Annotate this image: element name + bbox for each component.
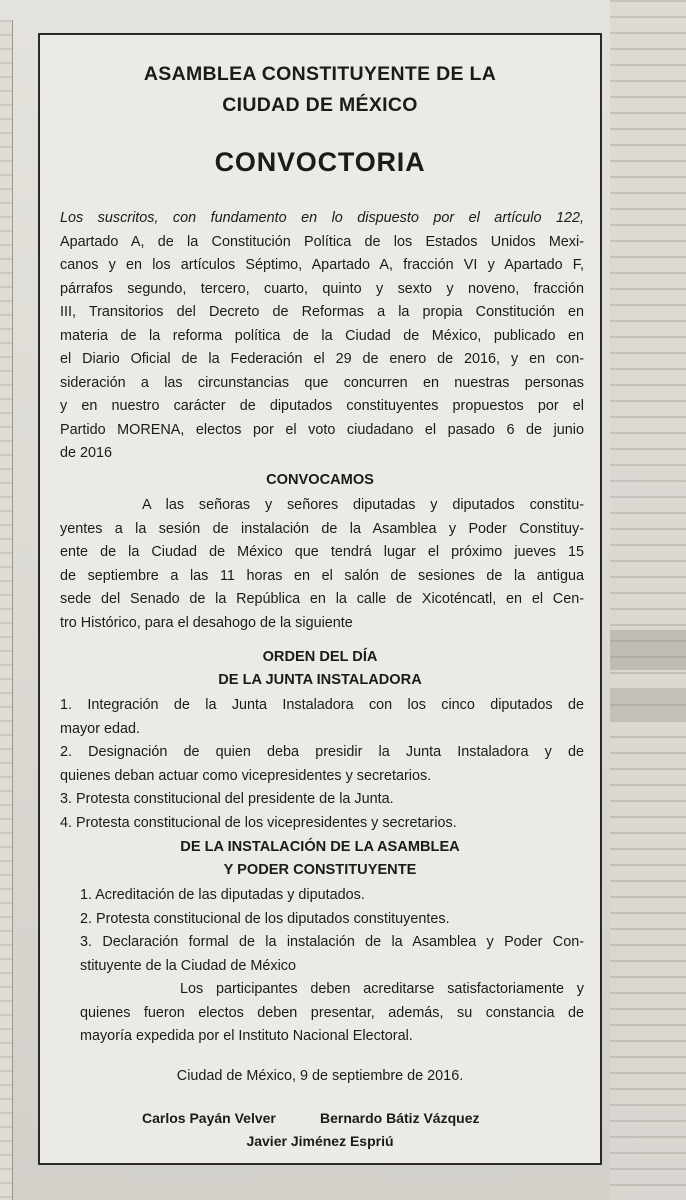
orden-item-line: quienes deban actuar como vicepresidentes y secretarios. bbox=[60, 767, 432, 784]
orden-heading-2: DE LA JUNTA INSTALADORA bbox=[218, 672, 422, 688]
convocamos-line: de septiembre a las 11 horas en el salón de sesiones de la antigua bbox=[60, 567, 584, 584]
intro-line: Apartado A, de la Constitución Política de los Estados Unidos Mexi- bbox=[60, 233, 584, 250]
intro-paragraph bbox=[60, 207, 584, 466]
place-date: Ciudad de México, 9 de septiembre de 2016. bbox=[176, 1068, 464, 1084]
notice-title: CONVOCTORIA bbox=[214, 147, 426, 177]
adjacent-column-right bbox=[610, 0, 686, 1200]
signer-2: Bernardo Bátiz Vázquez bbox=[320, 1110, 480, 1126]
orden-item-line: mayor edad. bbox=[60, 720, 140, 737]
intro-line: Partido MORENA, electos por el voto ciudadano el pasado 6 de junio bbox=[60, 421, 584, 438]
instalacion-item-line: 2. Protesta constitucional de los diputados constituyentes. bbox=[80, 910, 450, 927]
orden-item-line: 2. Designación de quien deba presidir la Junta Instaladora y de bbox=[60, 744, 584, 760]
convocamos-line: A las señoras y señores diputadas y diputados constitu- bbox=[142, 497, 584, 513]
closing-line: quienes fueron electos deben presentar, además, su constancia de bbox=[80, 1004, 584, 1021]
instalacion-heading-1: DE LA INSTALACIÓN DE LA ASAMBLEA bbox=[180, 839, 460, 855]
convocamos-line: yentes a la sesión de instalación de la Asamblea y Poder Constituy- bbox=[60, 520, 584, 537]
convocamos-line: tro Histórico, para el desahogo de la siguiente bbox=[60, 614, 353, 631]
instalacion-list bbox=[80, 884, 584, 978]
closing-line: Los participantes deben acreditarse satisfactoriamente y bbox=[180, 981, 584, 997]
intro-line: el Diario Oficial de la Federación el 29 de enero de 2016, y en con- bbox=[60, 351, 584, 367]
closing-line: mayoría expedida por el Instituto Nacional Electoral. bbox=[80, 1028, 413, 1044]
adjacent-headline-block bbox=[610, 630, 686, 670]
instalacion-item-line: stituyente de la Ciudad de México bbox=[80, 957, 296, 974]
adjacent-headline-block bbox=[610, 690, 686, 720]
intro-line: Los suscritos, con fundamento en lo dispuesto por el artículo 122, bbox=[60, 210, 584, 226]
intro-line: canos y en los artículos Séptimo, Apartado A, fracción VI y Apartado F, bbox=[60, 257, 584, 273]
instalacion-item-line: 3. Declaración formal de la instalación de la Asamblea y Poder Con- bbox=[80, 934, 584, 950]
intro-line: sideración a las circunstancias que concurren en nuestras personas bbox=[60, 374, 584, 391]
intro-line: de 2016 bbox=[60, 445, 113, 461]
intro-line: y en nuestro carácter de diputados constituyentes propuestos por el bbox=[60, 398, 584, 414]
instalacion-heading-2: Y PODER CONSTITUYENTE bbox=[223, 862, 417, 878]
intro-line: III, Transitorios del Decreto de Reformas a la propia Constitución en bbox=[60, 304, 584, 320]
convocamos-line: ente de la Ciudad de México que tendrá lugar el próximo jueves 15 bbox=[60, 544, 584, 560]
convocamos-line: sede del Senado de la República en la calle de Xicoténcatl, en el Cen- bbox=[60, 591, 584, 607]
orden-item-line: 4. Protesta constitucional de los vicepresidentes y secretarios. bbox=[60, 814, 457, 831]
orden-list bbox=[60, 694, 584, 835]
convocamos-paragraph bbox=[60, 494, 584, 635]
signer-3: Javier Jiménez Espriú bbox=[246, 1133, 394, 1149]
org-line-1: ASAMBLEA CONSTITUYENTE DE LA bbox=[143, 63, 497, 85]
instalacion-item-line: 1. Acreditación de las diputadas y diputados. bbox=[80, 887, 365, 903]
orden-item-line: 1. Integración de la Junta Instaladora con los cinco diputados de bbox=[60, 697, 584, 713]
convocatoria-notice bbox=[38, 33, 602, 1165]
adjacent-column-left bbox=[0, 20, 13, 1200]
signer-1: Carlos Payán Velver bbox=[142, 1110, 276, 1126]
closing-paragraph bbox=[80, 978, 584, 1049]
intro-line: párrafos segundo, tercero, cuarto, quinto y sexto y noveno, fracción bbox=[60, 280, 584, 297]
convocamos-heading: CONVOCAMOS bbox=[266, 472, 374, 488]
intro-line: materia de la reforma política de la Ciudad de México, publicado en bbox=[60, 327, 584, 344]
org-line-2: CIUDAD DE MÉXICO bbox=[222, 94, 418, 116]
orden-heading-1: ORDEN DEL DÍA bbox=[262, 649, 378, 665]
organization-heading bbox=[40, 59, 600, 121]
orden-item-line: 3. Protesta constitucional del presidente de la Junta. bbox=[60, 791, 394, 807]
